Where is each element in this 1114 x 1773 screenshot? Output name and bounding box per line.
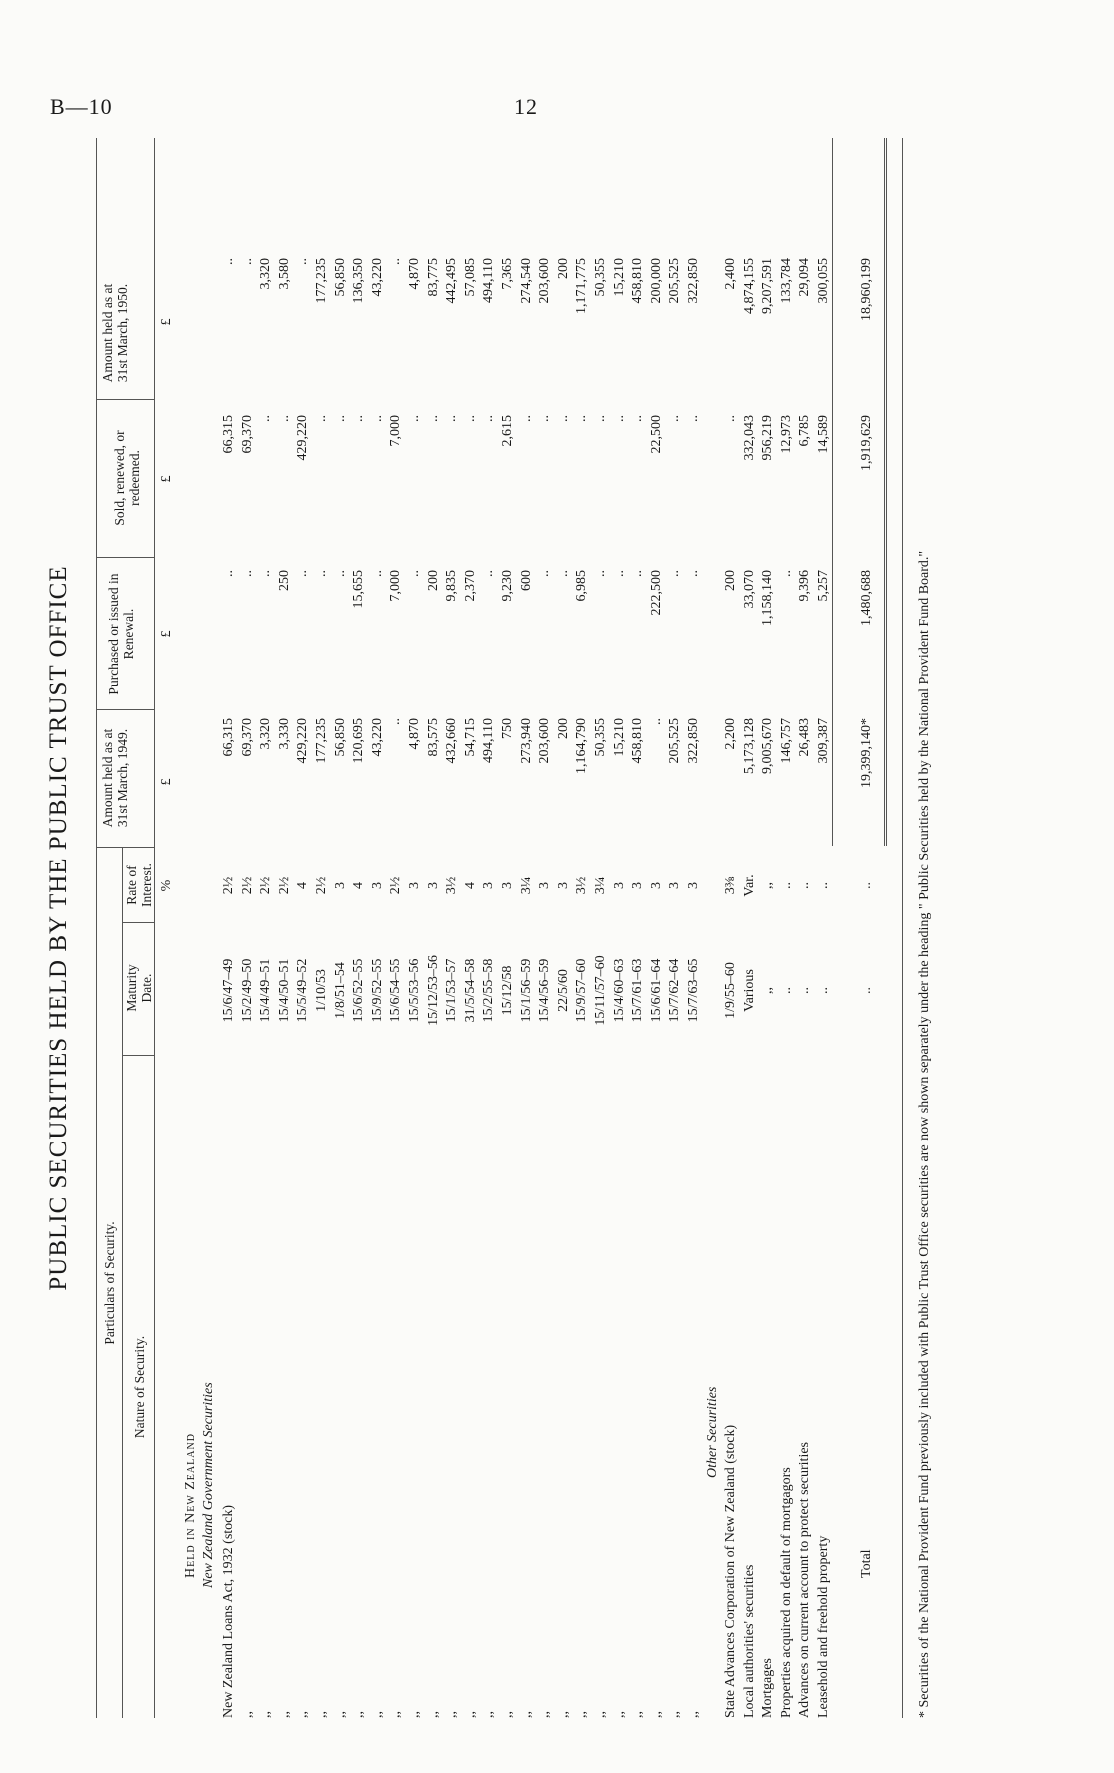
amount-1950-cell: 300,055 (815, 258, 831, 304)
amount-1949-cell: 9,005,670 (760, 718, 775, 774)
total-label: Total (859, 1549, 874, 1578)
interest-rate-cell: 3 (611, 882, 627, 889)
purchased-cell: 600 (518, 570, 534, 591)
maturity-date-cell: 15/5/53–56 (407, 958, 422, 1023)
nature-cell: Advances on current account to protect securities (797, 1441, 812, 1718)
sold-cell: 14,589 (815, 415, 831, 454)
sold-cell: .. (444, 415, 460, 422)
nature-cell: ,, (425, 1711, 441, 1718)
interest-rate-cell: 3 (686, 882, 701, 889)
total-rate: .. (859, 882, 874, 889)
govt-security-row (666, 138, 684, 1718)
purchased-cell: 200 (425, 570, 441, 591)
amount-1950-cell: 322,850 (686, 258, 701, 304)
govt-security-row (369, 138, 387, 1718)
purchased-cell: .. (369, 570, 385, 577)
amount-1949-cell: 750 (500, 718, 515, 739)
purchased-cell: 9,230 (500, 570, 515, 602)
purchased-cell: 9,835 (444, 570, 460, 602)
amount-1949-cell: 56,850 (332, 718, 348, 757)
maturity-date-cell: Various (741, 969, 757, 1012)
purchased-cell: .. (667, 570, 683, 577)
particulars-header: Particulars of Security. (102, 1221, 117, 1345)
nature-cell: ,, (574, 1711, 590, 1718)
amount-1950-cell: 83,775 (425, 258, 441, 297)
govt-security-row (648, 138, 666, 1718)
purchased-cell: 5,257 (815, 570, 831, 602)
amount-1949-cell: 177,235 (314, 718, 329, 764)
nature-header: Nature of Security. (132, 1335, 147, 1439)
interest-rate-cell: 3½ (444, 876, 460, 895)
interest-rate-cell: .. (797, 882, 812, 889)
maturity-date-cell: ,, (760, 987, 775, 994)
amount-1950-cell: 200,000 (648, 258, 664, 304)
nature-cell: Mortgages (760, 1658, 775, 1718)
maturity-date-cell: 22/5/60 (555, 969, 571, 1012)
sold-cell: .. (611, 415, 627, 422)
amount-1950-cell: 494,110 (481, 258, 497, 303)
amount-1950-cell: 3,320 (258, 258, 274, 290)
page-number: 12 (514, 94, 538, 119)
maturity-date-cell: 15/6/54–55 (388, 958, 404, 1023)
sold-cell: .. (667, 415, 683, 422)
interest-rate-cell: 3 (667, 882, 683, 889)
amount-1949-cell: 4,870 (407, 718, 422, 750)
header-bottom-rule (154, 138, 155, 1718)
amount-1950-cell: 1,171,775 (574, 258, 590, 314)
other-security-row (741, 138, 759, 1718)
govt-security-row (313, 138, 331, 1718)
amount-1950-cell: 4,874,155 (741, 258, 757, 314)
maturity-date-cell: 15/1/53–57 (444, 958, 460, 1023)
nature-cell: ,, (258, 1711, 274, 1718)
govt-security-row (443, 138, 461, 1718)
maturity-date-cell: .. (797, 987, 812, 994)
amount-1949-cell: 432,660 (444, 718, 460, 764)
total-amount-1950: 18,960,199 (859, 258, 874, 321)
amount-1949-cell: 5,173,128 (741, 718, 757, 774)
other-security-row (796, 138, 814, 1718)
nature-cell: ,, (239, 1711, 255, 1718)
amount-1950-cell: .. (239, 258, 255, 265)
units-row (158, 138, 176, 1718)
maturity-date-cell: 31/5/54–58 (462, 958, 478, 1023)
amount-1950-cell: .. (295, 258, 311, 265)
purchased-cell: .. (686, 570, 701, 577)
purchased-cell: .. (295, 570, 311, 577)
nature-cell: Properties acquired on default of mortgagors (778, 1467, 794, 1718)
col-divider (96, 399, 154, 400)
pur-unit: £ (159, 630, 174, 638)
amount-1950-cell: 50,355 (593, 258, 608, 297)
nature-cell: ,, (593, 1711, 608, 1718)
amount-1950-cell: 15,210 (611, 258, 627, 297)
maturity-date-cell: 15/7/63–65 (686, 958, 701, 1023)
amount-1949-cell: 429,220 (295, 718, 311, 764)
amount-1949-cell: 1,164,790 (574, 718, 590, 774)
interest-rate-cell: 2½ (276, 876, 292, 895)
sold-cell: .. (630, 415, 646, 422)
interest-rate-cell: .. (815, 882, 831, 889)
other-security-row (722, 138, 740, 1718)
govt-security-row (350, 138, 368, 1718)
maturity-date-cell: 15/9/52–55 (369, 958, 385, 1023)
maturity-date-cell: 15/7/61–63 (630, 958, 646, 1023)
sold-unit: £ (159, 475, 174, 483)
sold-cell: 69,370 (239, 415, 255, 454)
amount-1949-cell: 43,220 (369, 718, 385, 757)
other-security-row (815, 138, 833, 1718)
interest-rate-cell: 3 (332, 882, 348, 889)
amount-1950-cell: 57,085 (462, 258, 478, 297)
govt-security-row (425, 138, 443, 1718)
sold-cell: .. (593, 415, 608, 422)
purchased-cell: .. (630, 570, 646, 577)
sold-cell: .. (314, 415, 329, 422)
govt-security-row (462, 138, 480, 1718)
nature-cell: ,, (276, 1711, 292, 1718)
sold-cell: .. (332, 415, 348, 422)
amount-1949-cell: .. (648, 718, 664, 725)
govt-security-row (518, 138, 536, 1718)
amount-1950-cell: 7,365 (500, 258, 515, 290)
interest-rate-cell: 3 (407, 882, 422, 889)
interest-rate-cell: 4 (295, 882, 311, 889)
amount-1950-cell: 136,350 (351, 258, 367, 304)
interest-rate-cell: 3 (425, 882, 441, 889)
govt-security-row (276, 138, 294, 1718)
rate-header: Rate of Interest. (124, 863, 154, 907)
maturity-date-cell: 15/4/56–59 (537, 958, 553, 1023)
nature-cell: ,, (686, 1711, 701, 1718)
maturity-date-cell: 15/6/52–55 (351, 958, 367, 1023)
sold-cell: .. (686, 415, 701, 422)
maturity-date-cell: 15/12/53–56 (425, 955, 441, 1026)
purchased-cell: 222,500 (648, 570, 664, 616)
amount-1949-cell: 66,315 (221, 718, 236, 757)
nature-cell: ,, (332, 1711, 348, 1718)
maturity-date-cell: 15/1/56–59 (518, 958, 534, 1023)
sold-cell: 956,219 (760, 415, 775, 461)
amount-1950-cell: 9,207,591 (760, 258, 775, 314)
purchased-cell: .. (314, 570, 329, 577)
govt-security-row (573, 138, 591, 1718)
purchased-cell: .. (555, 570, 571, 577)
interest-rate-cell: 4 (351, 882, 367, 889)
maturity-date-cell: 15/2/49–50 (239, 958, 255, 1023)
purchased-cell: .. (332, 570, 348, 577)
amount-1950-cell: 4,870 (407, 258, 422, 290)
total-bottom-rule (884, 138, 887, 846)
other-security-row (759, 138, 777, 1718)
sold-cell: .. (407, 415, 422, 422)
govt-security-row (629, 138, 647, 1718)
amount-1950-cell: 458,810 (630, 258, 646, 304)
nature-cell: ,, (518, 1711, 534, 1718)
nature-cell: ,, (295, 1711, 311, 1718)
interest-rate-cell: 3¼ (593, 876, 608, 895)
nature-cell: ,, (555, 1711, 571, 1718)
nature-cell: ,, (444, 1711, 460, 1718)
govt-security-row (611, 138, 629, 1718)
interest-rate-cell: 3 (555, 882, 571, 889)
interest-rate-cell: 3½ (574, 876, 590, 895)
govt-security-row (555, 138, 573, 1718)
section-held-heading: Held in New Zealand (183, 1433, 198, 1578)
rate-unit: % (159, 879, 174, 892)
purchased-cell: 2,370 (462, 570, 478, 602)
purchased-cell: 9,396 (797, 570, 812, 602)
nature-cell: ,, (481, 1711, 497, 1718)
amount-1949-cell: 26,483 (797, 718, 812, 757)
maturity-date-cell: 15/4/60–63 (611, 958, 627, 1023)
amount-1949-cell: 309,387 (815, 718, 831, 764)
govt-security-row (332, 138, 350, 1718)
amount-1949-cell: 205,525 (667, 718, 683, 764)
sold-cell: 22,500 (648, 415, 664, 454)
interest-rate-cell: 3 (500, 882, 515, 889)
interest-rate-cell: 2½ (258, 876, 274, 895)
amount-1950-cell: .. (221, 258, 236, 265)
govt-security-row (239, 138, 257, 1718)
purchased-cell: 15,655 (351, 570, 367, 609)
interest-rate-cell: 3 (648, 882, 664, 889)
amount-1949-cell: 200 (555, 718, 571, 739)
a50-unit: £ (159, 318, 174, 326)
purchased-cell: .. (481, 570, 497, 577)
amount-1950-cell: 177,235 (314, 258, 329, 304)
amount-1949-cell: 15,210 (611, 718, 627, 757)
interest-rate-cell: 3 (537, 882, 553, 889)
table-title: PUBLIC SECURITIES HELD BY THE PUBLIC TRUST OFFICE (45, 565, 72, 1291)
amount-1949-cell: 83,575 (425, 718, 441, 757)
amount-1950-cell: 203,600 (537, 258, 553, 304)
purchased-cell: .. (407, 570, 422, 577)
sold-cell: .. (555, 415, 571, 422)
nature-cell: ,, (537, 1711, 553, 1718)
sold-cell: .. (425, 415, 441, 422)
a49-unit: £ (159, 778, 174, 786)
interest-rate-cell: ,, (760, 882, 775, 889)
nature-cell: ,, (369, 1711, 385, 1718)
maturity-date-cell: 15/4/49–51 (258, 958, 274, 1023)
sold-cell: .. (351, 415, 367, 422)
purchased-cell: .. (593, 570, 608, 577)
interest-rate-cell: 2½ (314, 876, 329, 895)
amount-1950-cell: 29,094 (797, 258, 812, 297)
interest-rate-cell: 3 (369, 882, 385, 889)
sold-cell: 12,973 (778, 415, 794, 454)
purchased-cell: 6,985 (574, 570, 590, 602)
interest-rate-cell: 3¼ (518, 876, 534, 895)
maturity-date-cell: .. (815, 987, 831, 994)
sold-cell: .. (258, 415, 274, 422)
nature-cell: ,, (314, 1711, 329, 1718)
total-maturity: .. (859, 987, 874, 994)
amount-1949-cell: 3,320 (258, 718, 274, 750)
maturity-date-cell: .. (778, 987, 794, 994)
maturity-date-cell: 1/9/55–60 (723, 962, 738, 1019)
sold-cell: .. (462, 415, 478, 422)
purchased-header: Purchased or issued in Renewal. (106, 573, 136, 695)
sold-cell: .. (481, 415, 497, 422)
amount-1949-cell: 69,370 (239, 718, 255, 757)
total-amount-1949: 19,399,140* (859, 718, 874, 788)
govt-security-row (536, 138, 554, 1718)
amount-1949-header: Amount held as at 31st March, 1949. (100, 728, 130, 828)
amount-1950-cell: 442,495 (444, 258, 460, 304)
maturity-date-cell: 1/8/51–54 (332, 962, 348, 1019)
maturity-date-cell: 15/6/61–64 (648, 958, 664, 1023)
interest-rate-cell: .. (778, 882, 794, 889)
sold-cell: .. (518, 415, 534, 422)
maturity-date-cell: 15/7/62–64 (667, 958, 683, 1023)
amount-1950-cell: 3,580 (276, 258, 292, 290)
sold-header: Sold, renewed, or redeemed. (112, 430, 142, 526)
purchased-cell: .. (778, 570, 794, 577)
sold-cell: 7,000 (388, 415, 404, 447)
total-row (858, 138, 876, 1718)
sold-cell: .. (276, 415, 292, 422)
amount-1950-cell: 200 (555, 258, 571, 279)
govt-security-row (387, 138, 405, 1718)
purchased-cell: 200 (723, 570, 738, 591)
nature-cell: ,, (351, 1711, 367, 1718)
purchased-cell: .. (611, 570, 627, 577)
amount-1950-cell: 274,540 (518, 258, 534, 304)
amount-1949-cell: 50,355 (593, 718, 608, 757)
govt-security-row (499, 138, 517, 1718)
interest-rate-cell: 3 (481, 882, 497, 889)
total-sold: 1,919,629 (859, 415, 874, 471)
total-top-rule (832, 138, 833, 846)
nature-cell: ,, (388, 1711, 404, 1718)
interest-rate-cell: 2½ (221, 876, 236, 895)
amount-1949-cell: 203,600 (537, 718, 553, 764)
govt-security-row (294, 138, 312, 1718)
amount-1950-cell: 43,220 (369, 258, 385, 297)
nature-cell: Leasehold and freehold property (815, 1535, 831, 1718)
maturity-date-cell: 15/5/49–52 (295, 958, 311, 1023)
sold-cell: 6,785 (797, 415, 812, 447)
amount-1950-cell: 205,525 (667, 258, 683, 304)
sold-cell: .. (537, 415, 553, 422)
amount-1949-cell: 322,850 (686, 718, 701, 764)
purchased-cell: .. (239, 570, 255, 577)
col-divider (96, 557, 154, 558)
amount-1949-cell: 120,695 (351, 718, 367, 764)
govt-security-row (220, 138, 238, 1718)
maturity-date-cell: 15/6/47–49 (221, 958, 236, 1023)
nature-cell: ,, (407, 1711, 422, 1718)
govt-security-row (592, 138, 610, 1718)
amount-1949-cell: 3,330 (276, 718, 292, 750)
section-other-heading: Other Securities (705, 1386, 720, 1478)
nature-cell: Local authorities' securities (741, 1564, 757, 1718)
nature-cell: State Advances Corporation of New Zealand (stock) (723, 1424, 738, 1718)
amount-1949-cell: 54,715 (462, 718, 478, 757)
amount-1950-cell: 133,784 (778, 258, 794, 304)
interest-rate-cell: 2½ (239, 876, 255, 895)
nature-cell: New Zealand Loans Act, 1932 (stock) (221, 1504, 236, 1718)
amount-1949-cell: 2,200 (723, 718, 738, 750)
nature-cell: ,, (648, 1711, 664, 1718)
maturity-date-cell: 15/9/57–60 (574, 958, 590, 1023)
govt-security-row (685, 138, 703, 1718)
nature-cell: ,, (500, 1711, 515, 1718)
nature-cell: ,, (667, 1711, 683, 1718)
govt-security-row (480, 138, 498, 1718)
purchased-cell: 33,070 (741, 570, 757, 609)
table-end-rule (902, 138, 903, 1718)
header-top-rule (96, 138, 97, 1718)
footnote: * Securities of the National Provident Fund previously included with Public Trust Office securities are now shown separately under the heading " Public Securities held by the National Provident Fund Board." (917, 550, 932, 1718)
interest-rate-cell: 3⅜ (723, 876, 738, 895)
interest-rate-cell: 4 (462, 882, 478, 889)
maturity-date-cell: 15/11/57–60 (593, 955, 608, 1026)
rotated-table-page (45, 138, 1010, 1718)
amount-1950-cell: .. (388, 258, 404, 265)
amount-1950-cell: 56,850 (332, 258, 348, 297)
maturity-date-cell: 1/10/53 (314, 969, 329, 1012)
interest-rate-cell: Var. (741, 874, 757, 897)
amount-1950-cell: 2,400 (723, 258, 738, 290)
sold-cell: 332,043 (741, 415, 757, 461)
govt-security-row (257, 138, 275, 1718)
total-purchased: 1,480,688 (859, 570, 874, 626)
nature-cell: ,, (630, 1711, 646, 1718)
amount-1949-cell: 458,810 (630, 718, 646, 764)
purchased-cell: 7,000 (388, 570, 404, 602)
purchased-cell: .. (258, 570, 274, 577)
col-divider (96, 709, 154, 710)
section-govt-heading: New Zealand Government Securities (201, 1382, 216, 1588)
maturity-date-cell: 15/4/50–51 (276, 958, 292, 1023)
interest-rate-cell: 2½ (388, 876, 404, 895)
page-reference: B—10 (50, 94, 113, 119)
col-divider (122, 922, 154, 923)
maturity-date-cell: 15/12/58 (500, 965, 515, 1016)
amount-1950-header: Amount held as at 31st March, 1950. (100, 283, 130, 383)
purchased-cell: 250 (276, 570, 292, 591)
nature-cell: ,, (611, 1711, 627, 1718)
maturity-date-cell: 15/2/55–58 (481, 958, 497, 1023)
particulars-rule (122, 848, 123, 1718)
sold-cell: .. (723, 415, 738, 422)
govt-security-row (406, 138, 424, 1718)
purchased-cell: .. (537, 570, 553, 577)
sold-cell: 2,615 (500, 415, 515, 447)
interest-rate-cell: 3 (630, 882, 646, 889)
amount-1949-cell: 494,110 (481, 718, 497, 763)
nature-cell: ,, (462, 1711, 478, 1718)
sold-cell: 66,315 (221, 415, 236, 454)
purchased-cell: 1,158,140 (760, 570, 775, 626)
sold-cell: .. (574, 415, 590, 422)
amount-1949-cell: 146,757 (778, 718, 794, 764)
other-security-row (778, 138, 796, 1718)
sold-cell: .. (369, 415, 385, 422)
purchased-cell: .. (221, 570, 236, 577)
amount-1949-cell: .. (388, 718, 404, 725)
maturity-header: Maturity Date. (124, 964, 154, 1012)
amount-1949-cell: 273,940 (518, 718, 534, 764)
sold-cell: 429,220 (295, 415, 311, 461)
